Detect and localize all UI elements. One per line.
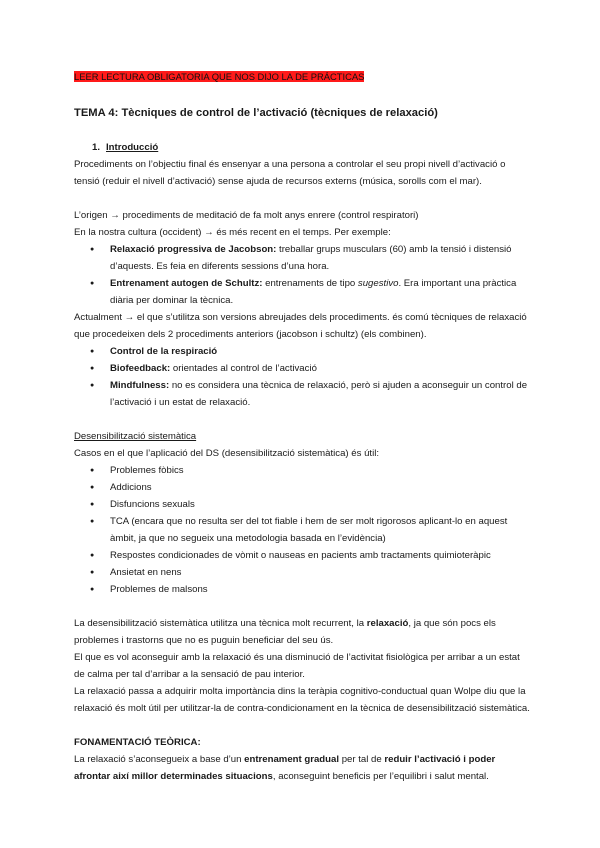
ds-paragraph-relaxacio: La desensibilització sistemàtica utilitza una tècnica molt recurrent, la relaxació, ja que són pocs els problemes i trastorns que no es puguin beneficiar del seu ús. <box>74 618 496 646</box>
techniques-list <box>74 241 532 309</box>
actualment-paragraph: Actualment → el que s’utilitza son versions abreujades dels procediments. és comú tècniques de relaxació que procedeixen dels 2 procediments anteriors (jacobson i schultz) (els combinen). <box>74 312 527 340</box>
list-item: ● Addicions <box>74 479 532 496</box>
list-item: ● Entrenament autogen de Schultz: entrenaments de tipo sugestivo. Era important una pràctica diària per dominar la tècnica. <box>74 275 532 309</box>
list-item: ● Respostes condicionades de vòmit o nauseas en pacients amb tractaments quimioteràpic <box>74 547 532 564</box>
ds-paragraph-objectiu: El que es vol aconseguir amb la relaxació és una disminució de l’activitat fisiològica per arribar a un estat de calma per tal d’arribar a la sensació de pau interior. <box>74 652 520 680</box>
ds-cases-list <box>74 462 532 598</box>
heading-number: 1. <box>92 142 101 153</box>
list-item: ● Relaxació progressiva de Jacobson: treballar grups musculars (60) amb la tensió i distensió d’aquests. Es feia en diferents sessions d’una hora. <box>74 241 532 275</box>
list-item: ● TCA (encara que no resulta ser del tot fiable i hem de ser molt rigorosos aplicant-lo en aquest àmbit, ja que no segueix una metodologia basada en l’evidència) <box>74 513 532 547</box>
cultura-line: En la nostra cultura (occident) → és més recent en el temps. Per exemple: <box>74 227 391 238</box>
list-item: ● Problemes de malsons <box>74 581 532 598</box>
ds-paragraph-wolpe: La relaxació passa a adquirir molta importància dins la teràpia cognitivo-conductual quan Wolpe diu que la relaxació és molt útil per utilitzar-la de contra-condicionament en la tècnica de desensibilització sistemàtica. <box>74 686 530 714</box>
list-item: ● Disfuncions sexuals <box>74 496 532 513</box>
document-body <box>74 68 532 785</box>
fonamentacio-heading: FONAMENTACIÓ TEÒRICA: <box>74 737 201 748</box>
tema-title: TEMA 4: Tècniques de control de l’activació (tècniques de relaxació) <box>74 107 438 119</box>
origen-line: L’origen → procediments de meditació de fa molt anys enrere (control respiratori) <box>74 210 419 221</box>
highlight-marker: LEER LECTURA OBLIGATORIA QUE NOS DIJO LA DE PRÁCTICAS <box>74 71 365 82</box>
section-heading-introduccio <box>74 139 532 156</box>
list-item: ● Biofeedback: orientades al control de l’activació <box>74 360 532 377</box>
ds-heading: Desensibilització sistemàtica <box>74 431 197 442</box>
intro-paragraph: Procediments on l’objectiu final és ensenyar a una persona a controlar el seu propi nivell d’activació o tensió (reduir el nivell d’activació) sense ajuda de recursos externs (música, sorolls com el mar). <box>74 159 506 187</box>
heading-text: Introducció <box>106 142 159 153</box>
list-item: ● Ansietat en nens <box>74 564 532 581</box>
list-item: ● Control de la respiració <box>74 343 532 360</box>
fonamentacio-paragraph: La relaxació s’aconsegueix a base d’un entrenament gradual per tal de reduir l’activació i poder afrontar així millor determinades situacions, aconseguint beneficis per l’equilibri i salut mental. <box>74 754 496 782</box>
list-item: ● Mindfulness: no es considera una tècnica de relaxació, però si ajuden a aconseguir un control de l’activació i un estat de relaxació. <box>74 377 532 411</box>
current-techniques-list <box>74 343 532 411</box>
ds-casos: Casos en el que l’aplicació del DS (desensibilització sistemàtica) és útil: <box>74 448 380 459</box>
list-item: ● Problemes fòbics <box>74 462 532 479</box>
highlighted-note <box>74 68 532 85</box>
